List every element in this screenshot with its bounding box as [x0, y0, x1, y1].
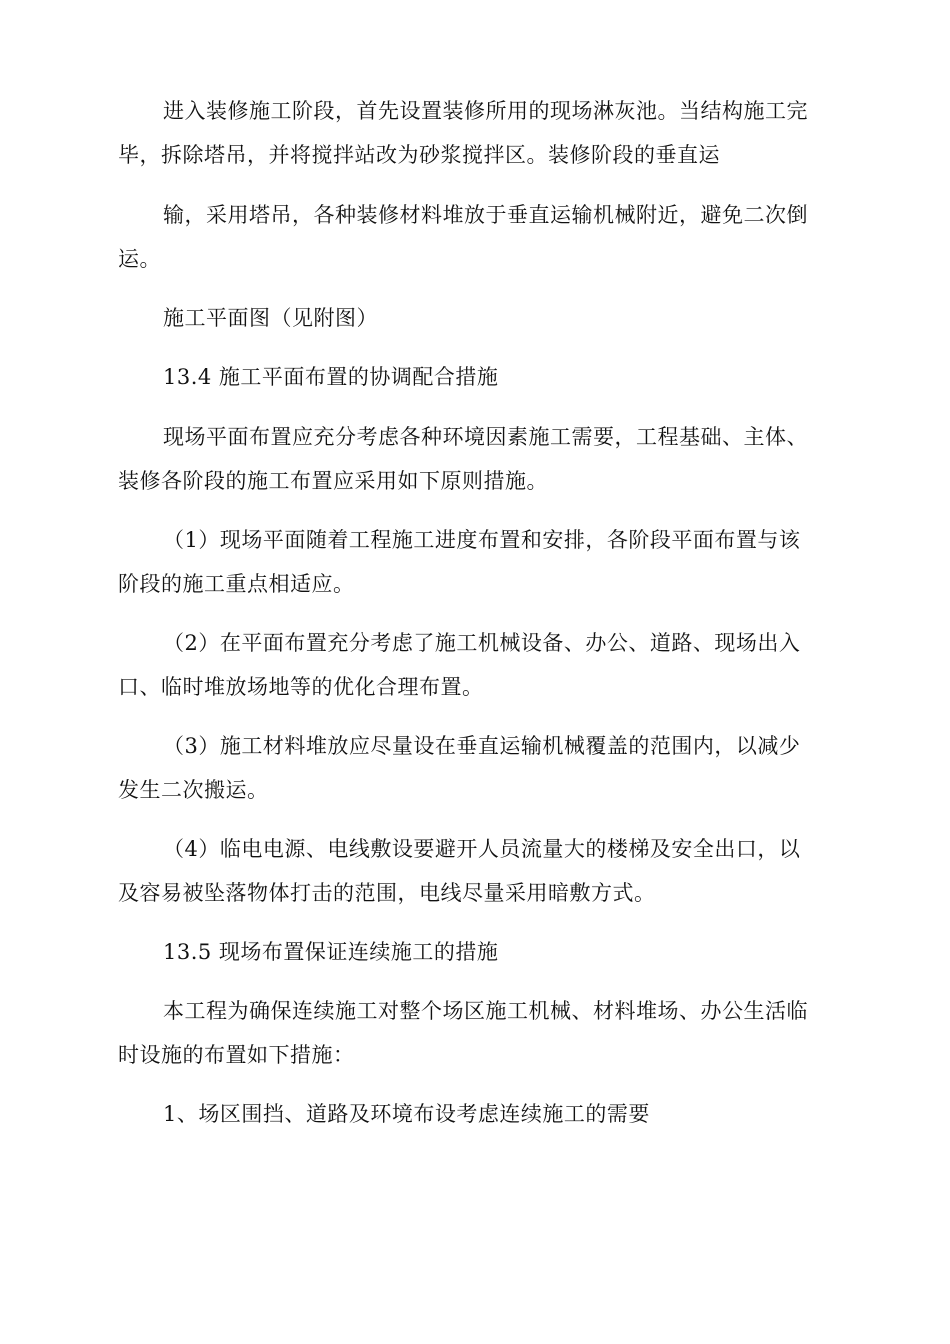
paragraph-line: 输，采用塔吊，各种装修材料堆放于垂直运输机械附近，避免二次倒 [163, 203, 808, 227]
section-heading: 13.4 施工平面布置的协调配合措施 [163, 365, 499, 389]
figure-reference: 施工平面图（见附图） [163, 306, 378, 330]
list-item-line: 及容易被坠落物体打击的范围，电线尽量采用暗敷方式。 [118, 881, 656, 905]
list-item-line: （2）在平面布置充分考虑了施工机械设备、办公、道路、现场出入 [163, 631, 801, 655]
paragraph-line: 毕，拆除塔吊，并将搅拌站改为砂浆搅拌区。装修阶段的垂直运 [118, 143, 720, 167]
paragraph-line: 进入装修施工阶段，首先设置装修所用的现场淋灰池。当结构施工完 [163, 99, 808, 123]
section-heading: 13.5 现场布置保证连续施工的措施 [163, 940, 499, 964]
list-item-line: 阶段的施工重点相适应。 [118, 572, 355, 596]
list-item-line: （3）施工材料堆放应尽量设在垂直运输机械覆盖的范围内，以减少 [163, 734, 801, 758]
paragraph-line: 现场平面布置应充分考虑各种环境因素施工需要，工程基础、主体、 [163, 425, 808, 449]
paragraph-line: 装修各阶段的施工布置应采用如下原则措施。 [118, 469, 548, 493]
list-item-line: （1）现场平面随着工程施工进度布置和安排，各阶段平面布置与该 [163, 528, 801, 552]
list-item-line: 发生二次搬运。 [118, 778, 269, 802]
paragraph-line: 1、场区围挡、道路及环境布设考虑连续施工的需要 [163, 1102, 650, 1126]
list-item-line: 口、临时堆放场地等的优化合理布置。 [118, 675, 484, 699]
paragraph-line: 运。 [118, 247, 161, 271]
paragraph-line: 时设施的布置如下措施： [118, 1043, 355, 1067]
list-item-line: （4）临电电源、电线敷设要避开人员流量大的楼梯及安全出口，以 [163, 837, 801, 861]
paragraph-line: 本工程为确保连续施工对整个场区施工机械、材料堆场、办公生活临 [163, 999, 808, 1023]
